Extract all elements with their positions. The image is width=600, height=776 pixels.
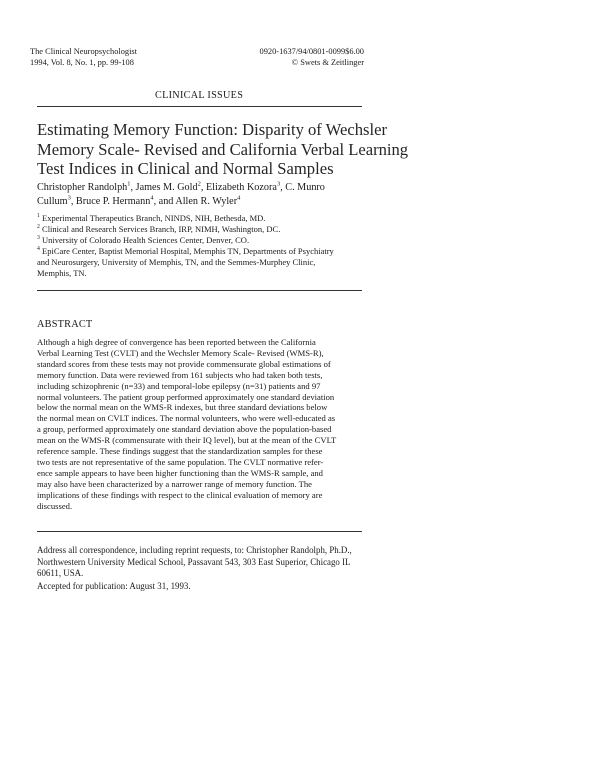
abstract-line: may also have been characterized by a narrower range of memory function. The bbox=[37, 478, 312, 489]
author-name: , C. Munro bbox=[280, 182, 325, 193]
affiliation-item bbox=[37, 224, 334, 235]
author-name: , Bruce P. Hermann bbox=[70, 195, 151, 207]
issn-code: 0920-1637/94/0801-0099$6.00 bbox=[259, 47, 364, 56]
title-line-2: Memory Scale- Revised and California Verbal Learning bbox=[37, 139, 409, 159]
affiliation-number: 2 bbox=[37, 224, 40, 231]
author-list bbox=[37, 181, 325, 209]
affiliation-text-cont: and Neurosurgery, University of Memphis, TN, and the Semmes-Murphey Clinic, bbox=[37, 256, 316, 267]
publisher-header bbox=[260, 47, 364, 68]
abstract-line: standard scores from these tests may not provide commensurate global estimations of bbox=[37, 358, 331, 369]
author-name: , Elizabeth Kozora bbox=[200, 182, 277, 193]
abstract-line: reference sample. These findings suggest that the standardization samples for these bbox=[37, 446, 323, 457]
correspondence-line: 60611, USA. bbox=[37, 568, 84, 579]
affiliation-number: 4 bbox=[37, 245, 40, 252]
abstract-line: normal volunteers. The patient group performed approximately one standard deviation bbox=[37, 391, 335, 402]
affiliation-item bbox=[37, 213, 334, 224]
author-affil-mark: 4 bbox=[150, 194, 154, 202]
affiliation-text: Clinical and Research Services Branch, IRP, NIMH, Washington, DC. bbox=[39, 223, 281, 234]
title-line-3: Test Indices in Clinical and Normal Samples bbox=[37, 159, 334, 179]
abstract-line: the normal mean on CVLT indices. The normal volunteers, who were well-educated as bbox=[37, 413, 336, 424]
author-name: , James M. Gold bbox=[130, 182, 198, 193]
abstract-line: implications of these findings with respect to the clinical evaluation of memory are bbox=[37, 489, 323, 500]
header-divider bbox=[37, 290, 362, 291]
abstract-line: mean on the WMS-R (commensurate with their IQ level), but at the mean of the CVLT bbox=[37, 435, 337, 446]
correspondence-line: Address all correspondence, including reprint requests, to: Christopher Randolph, Ph.D., bbox=[37, 545, 352, 555]
abstract-line: below the normal mean on the WMS-R indexes, but three standard deviations below bbox=[37, 402, 328, 413]
abstract-line: Verbal Learning Test (CVLT) and the Wechsler Memory Scale- Revised (WMS-R), bbox=[37, 347, 324, 358]
abstract-line: memory function. Data were reviewed from 161 subjects who had taken both tests, bbox=[37, 369, 323, 380]
affiliation-item bbox=[37, 246, 334, 257]
author-affil-mark: 3 bbox=[276, 180, 281, 188]
affiliation-text-cont: Memphis, TN. bbox=[37, 267, 87, 278]
author-affil-mark: 2 bbox=[197, 180, 201, 188]
affiliation-list bbox=[37, 213, 334, 278]
affiliation-number: 3 bbox=[37, 234, 40, 241]
affiliation-number: 1 bbox=[37, 213, 40, 220]
correspondence-line: Northwestern University Medical School, Passavant 543, 303 East Superior, Chicago IL bbox=[37, 556, 351, 567]
publisher-name: © Swets & Zeitlinger bbox=[291, 57, 364, 67]
footer-divider bbox=[37, 531, 362, 532]
paper-title bbox=[37, 120, 408, 179]
abstract-line: including schizophrenic (n=33) and temporal-lobe epilepsy (n=31) patients and 97 bbox=[37, 380, 321, 391]
journal-header bbox=[30, 47, 137, 68]
abstract-line: a group, performed approximately one standard deviation above the population-based bbox=[37, 424, 332, 435]
affiliation-item bbox=[37, 235, 334, 246]
section-rule bbox=[37, 106, 362, 107]
abstract-line: Although a high degree of convergence has been reported between the California bbox=[37, 337, 316, 347]
journal-citation: 1994, Vol. 8, No. 1, pp. 99-108 bbox=[30, 57, 134, 67]
author-affil-mark: 4 bbox=[237, 194, 241, 202]
author-name: Cullum bbox=[37, 195, 68, 207]
affiliation-text: EpiCare Center, Baptist Memorial Hospital, Memphis TN, Departments of Psychiatry bbox=[39, 245, 334, 256]
abstract-line: discussed. bbox=[37, 500, 73, 511]
correspondence-note bbox=[37, 545, 352, 580]
affiliation-text: University of Colorado Health Sciences Center, Denver, CO. bbox=[39, 234, 250, 245]
author-affil-mark: 3 bbox=[67, 194, 71, 202]
affiliation-text: Experimental Therapeutics Branch, NINDS, NIH, Bethesda, MD. bbox=[39, 213, 266, 223]
accepted-date: Accepted for publication: August 31, 1993. bbox=[37, 581, 191, 591]
author-name: , and Allen R. Wyler bbox=[153, 195, 238, 207]
author-affil-mark: 1 bbox=[127, 180, 131, 188]
abstract-body bbox=[37, 337, 367, 512]
section-label: CLINICAL ISSUES bbox=[155, 90, 244, 101]
abstract-heading: ABSTRACT bbox=[37, 319, 93, 330]
title-line-1: Estimating Memory Function: Disparity of Wechsler bbox=[37, 120, 387, 139]
journal-name: The Clinical Neuropsychologist bbox=[30, 47, 137, 56]
abstract-line: two tests are not representative of the same population. The CVLT normative refer- bbox=[37, 456, 324, 467]
author-name: Christopher Randolph bbox=[37, 182, 128, 193]
abstract-line: ence sample appears to have been higher functioning than the WMS-R sample, and bbox=[37, 467, 323, 478]
